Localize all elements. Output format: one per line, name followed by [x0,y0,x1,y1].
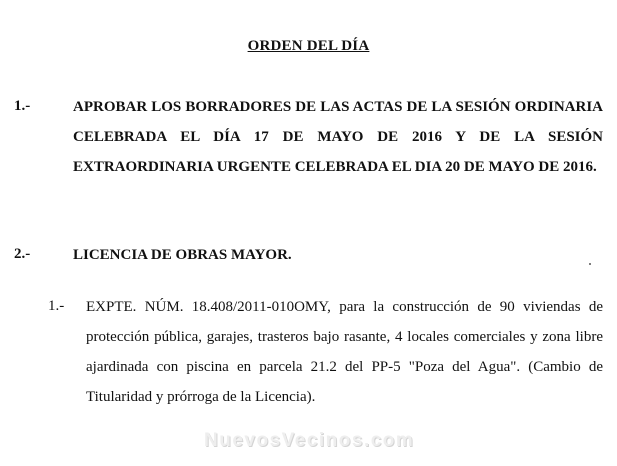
subitem-text-1: EXPTE. NÚM. 18.408/2011-010OMY, para la construcción de 90 viviendas de protección pública, garajes, trasteros bajo rasante, 4 locales comerciales y zona libre ajardinada con piscina en parcela 21.2 del PP-5 "Poza del Agua". (Cambio de Titularidad y prórroga de la Licencia). [86,299,603,405]
subitem-number-1: 1.- [48,298,65,314]
item-number-1: 1.- [14,98,31,114]
item-text-1: APROBAR LOS BORRADORES DE LAS ACTAS DE LA SESIÓN ORDINARIA CELEBRADA EL DÍA 17 DE MAYO DE 2016 Y DE LA SESIÓN EXTRAORDINARIA URGENTE CELEBRADA EL DIA 20 DE MAYO DE 2016. [73,99,603,175]
item-number-2: 2.- [14,246,31,262]
watermark: NuevosVecinos.com [204,430,415,451]
scan-speck [589,263,591,265]
page-title: ORDEN DEL DÍA [247,38,370,54]
item-text-2: LICENCIA DE OBRAS MAYOR. [73,247,292,263]
